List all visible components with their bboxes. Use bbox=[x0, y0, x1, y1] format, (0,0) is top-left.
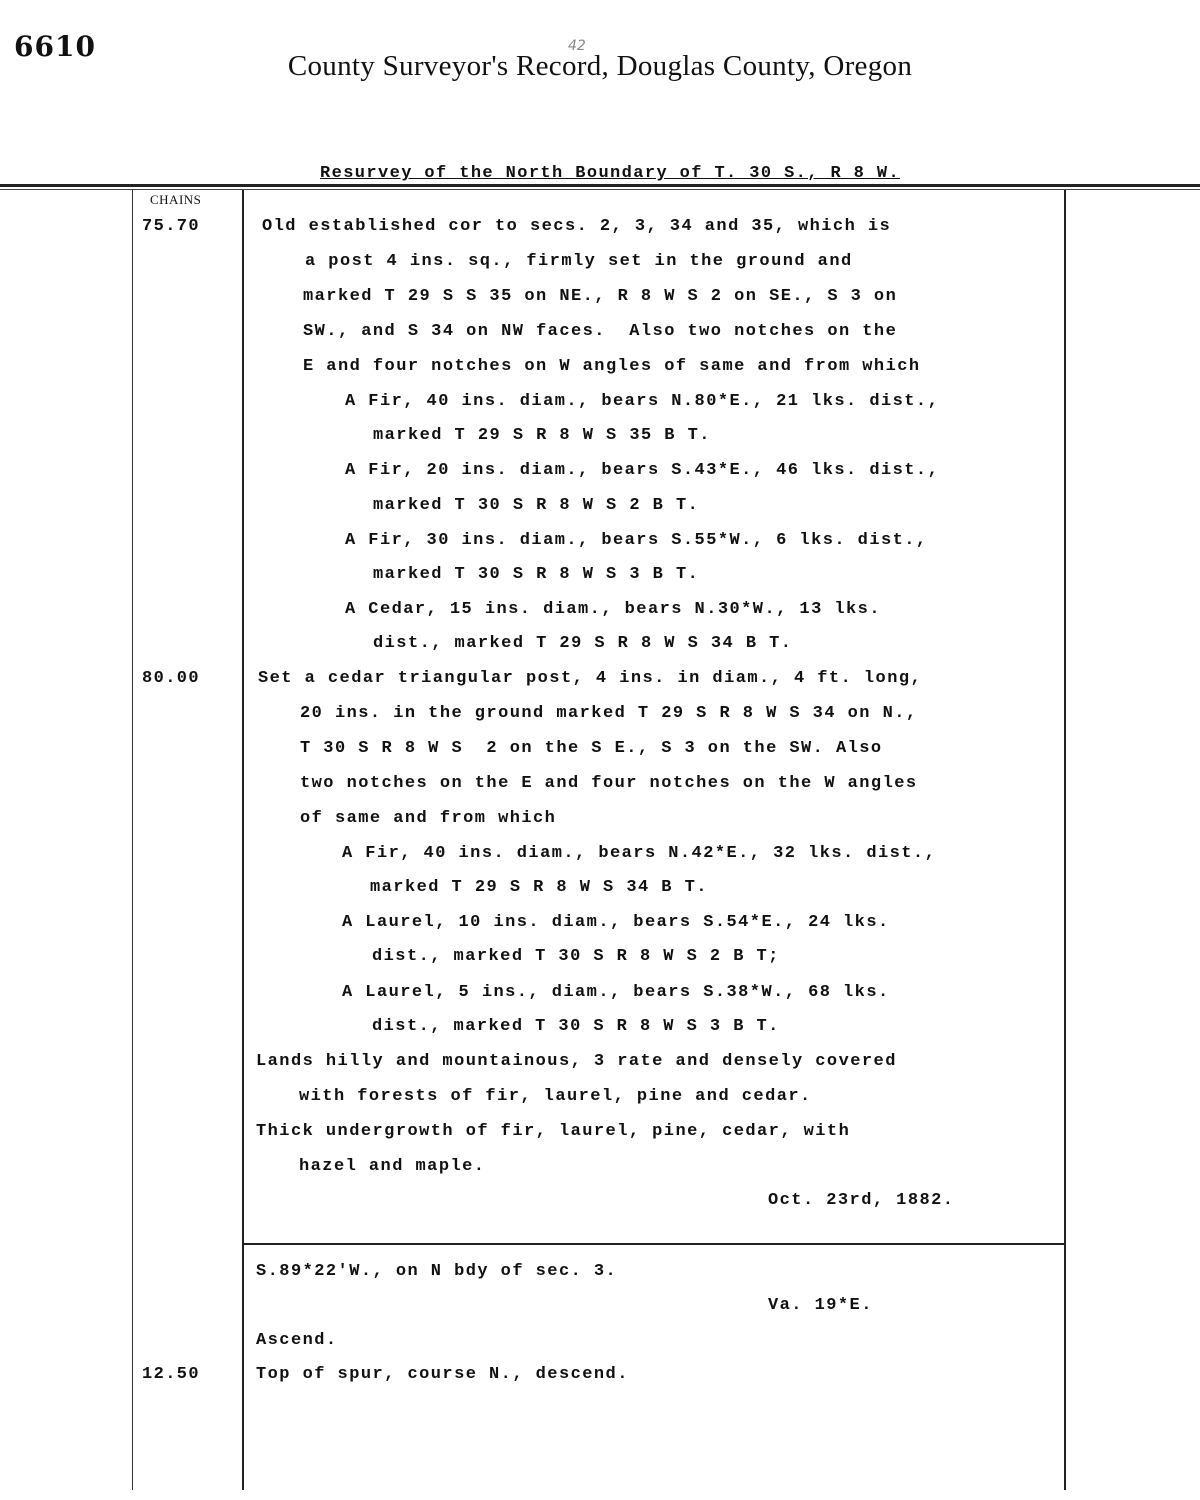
note-line: Lands hilly and mountainous, 3 rate and densely covered bbox=[256, 1052, 897, 1071]
note-line: Set a cedar triangular post, 4 ins. in diam., 4 ft. long, bbox=[258, 669, 923, 688]
header-rule bbox=[0, 184, 1200, 187]
course-line: S.89*22'W., on N bdy of sec. 3. bbox=[256, 1262, 618, 1281]
note-line: two notches on the E and four notches on the W angles bbox=[300, 774, 918, 793]
survey-date: Oct. 23rd, 1882. bbox=[768, 1191, 955, 1210]
note-line: a post 4 ins. sq., firmly set in the ground and bbox=[305, 252, 853, 271]
bearing-tree-line: A Fir, 20 ins. diam., bears S.43*E., 46 lks. dist., bbox=[345, 461, 940, 480]
note-line: marked T 29 S S 35 on NE., R 8 W S 2 on SE., S 3 on bbox=[303, 287, 898, 306]
pencil-annotation: 42 bbox=[568, 38, 586, 54]
note-line: with forests of fir, laurel, pine and cedar. bbox=[299, 1087, 812, 1106]
bearing-tree-marking: marked T 30 S R 8 W S 2 B T. bbox=[373, 496, 700, 515]
bearing-tree-marking: dist., marked T 30 S R 8 W S 3 B T. bbox=[372, 1017, 780, 1036]
bearing-tree-line: A Fir, 40 ins. diam., bears N.80*E., 21 lks. dist., bbox=[345, 392, 940, 411]
chains-column-left-border bbox=[132, 190, 133, 1490]
chains-column-header: CHAINS bbox=[150, 192, 202, 207]
chain-value: 75.70 bbox=[142, 217, 201, 236]
bearing-tree-line: A Fir, 40 ins. diam., bears N.42*E., 32 lks. dist., bbox=[342, 844, 937, 863]
note-line: Ascend. bbox=[256, 1331, 338, 1350]
note-line: SW., and S 34 on NW faces. Also two notches on the bbox=[303, 322, 898, 341]
bearing-tree-line: A Fir, 30 ins. diam., bears S.55*W., 6 lks. dist., bbox=[345, 531, 928, 550]
chain-value: 12.50 bbox=[142, 1365, 201, 1384]
chain-value: 80.00 bbox=[142, 669, 201, 688]
note-line: T 30 S R 8 W S 2 on the S E., S 3 on the SW. Also bbox=[300, 739, 883, 758]
bearing-tree-marking: dist., marked T 29 S R 8 W S 34 B T. bbox=[373, 634, 793, 653]
note-line: E and four notches on W angles of same and from which bbox=[303, 357, 921, 376]
notes-column-right-border bbox=[1064, 190, 1066, 1490]
header-rule-thin bbox=[0, 189, 1200, 190]
variation-line: Va. 19*E. bbox=[768, 1296, 873, 1315]
note-line: hazel and maple. bbox=[299, 1157, 486, 1176]
section-title: Resurvey of the North Boundary of T. 30 S., R 8 W. bbox=[320, 164, 901, 183]
note-line: Old established cor to secs. 2, 3, 34 and 35, which is bbox=[262, 217, 892, 236]
header-title: County Surveyor's Record, Douglas County, Oregon bbox=[287, 50, 913, 82]
bearing-tree-line: A Laurel, 10 ins. diam., bears S.54*E., 24 lks. bbox=[342, 913, 890, 932]
bearing-tree-marking: marked T 30 S R 8 W S 3 B T. bbox=[373, 565, 700, 584]
note-line: Top of spur, course N., descend. bbox=[256, 1365, 629, 1384]
note-line: of same and from which bbox=[300, 809, 557, 828]
page-header bbox=[0, 50, 1200, 83]
bearing-tree-line: A Cedar, 15 ins. diam., bears N.30*W., 13 lks. bbox=[345, 600, 881, 619]
page-number: 6610 bbox=[14, 30, 96, 63]
bearing-tree-marking: marked T 29 S R 8 W S 35 B T. bbox=[373, 426, 711, 445]
chains-column-right-border bbox=[242, 190, 244, 1490]
section-divider bbox=[242, 1243, 1066, 1245]
bearing-tree-marking: marked T 29 S R 8 W S 34 B T. bbox=[370, 878, 708, 897]
bearing-tree-marking: dist., marked T 30 S R 8 W S 2 B T; bbox=[372, 947, 780, 966]
bearing-tree-line: A Laurel, 5 ins., diam., bears S.38*W., 68 lks. bbox=[342, 983, 890, 1002]
note-line: Thick undergrowth of fir, laurel, pine, cedar, with bbox=[256, 1122, 851, 1141]
note-line: 20 ins. in the ground marked T 29 S R 8 W S 34 on N., bbox=[300, 704, 918, 723]
